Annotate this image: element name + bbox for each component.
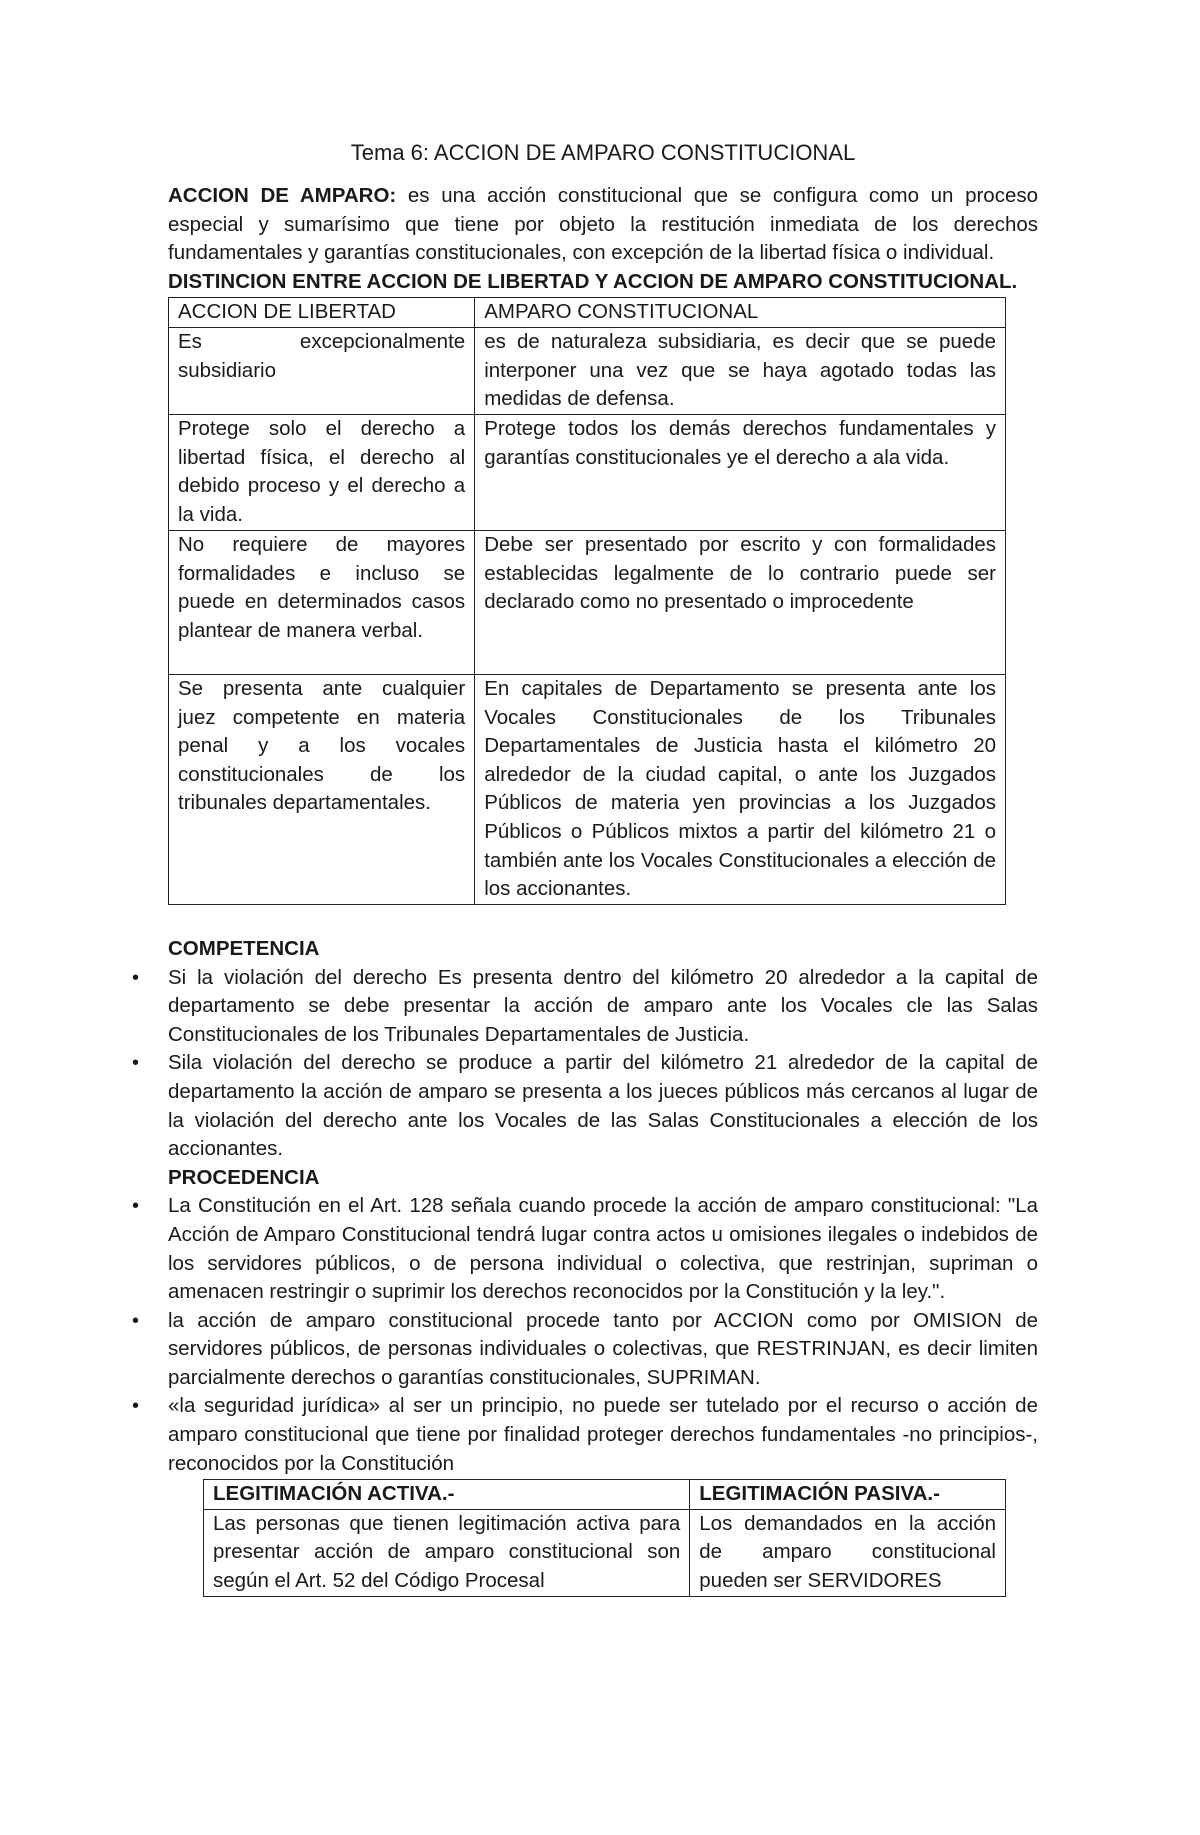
procedencia-heading: PROCEDENCIA bbox=[168, 1165, 320, 1189]
legitimacion-table bbox=[203, 1479, 1006, 1597]
table-cell: es de naturaleza subsidiaria, es decir que se puede interponer una vez que se haya agotado todas las medidas de defensa. bbox=[475, 327, 1006, 414]
distinction-heading: DISTINCION ENTRE ACCION DE LIBERTAD Y ACCION DE AMPARO CONSTITUCIONAL. bbox=[168, 269, 1018, 293]
table-cell: En capitales de Departamento se presenta ante los Vocales Constitucionales de los Tribunales Departamentales de Justicia hasta el kilómetro 20 alrededor de la ciudad capital, o ante los Juzgados Públicos de materia yen provincias a los Juzgados Públicos o Públicos mixtos a partir del kilómetro 21 o también ante los Vocales Constitucionales a elección de los accionantes. bbox=[475, 674, 1006, 904]
list-item-text: la acción de amparo constitucional procede tanto por ACCION como por OMISION de servidores públicos, de personas individuales o colectivas, que RESTRINJAN, es decir limiten parcialmente derechos o garantías constitucionales, SUPRIMAN. bbox=[168, 1308, 1038, 1389]
list-item-text: La Constitución en el Art. 128 señala cuando procede la acción de amparo constitucional: "La Acción de Amparo Constitucional tendrá lugar contra actos u omisiones ilegales o indebidos de los servidores públicos, o de persona individual o colectiva, que restrinjan, supriman o amenacen restringir o suprimir los derechos reconocidos por la Constitución y la ley.". bbox=[168, 1194, 1038, 1304]
bullet-icon: • bbox=[132, 1052, 140, 1075]
bullet-icon: • bbox=[132, 1309, 140, 1332]
table-row bbox=[169, 327, 1006, 414]
comparison-table bbox=[168, 297, 1006, 905]
list-item bbox=[132, 1049, 1038, 1163]
competencia-heading: COMPETENCIA bbox=[168, 936, 320, 960]
table-cell: Protege todos los demás derechos fundamentales y garantías constitucionales ye el derecho a ala vida. bbox=[475, 414, 1006, 530]
table-cell: Debe ser presentado por escrito y con formalidades establecidas legalmente de lo contrario puede ser declarado como no presentado o improcedente bbox=[475, 530, 1006, 674]
intro-paragraph bbox=[168, 182, 1038, 268]
intro-term: ACCION DE AMPARO: bbox=[168, 184, 397, 207]
table-cell: Los demandados en la acción de amparo constitucional pueden ser SERVIDORES bbox=[690, 1509, 1006, 1596]
table-header-cell: LEGITIMACIÓN PASIVA.- bbox=[690, 1480, 1006, 1510]
table-row bbox=[169, 414, 1006, 530]
bullet-icon: • bbox=[132, 1395, 140, 1418]
procedencia-list bbox=[132, 1192, 1038, 1478]
list-item bbox=[132, 1192, 1038, 1306]
table-cell: Protege solo el derecho a libertad física, el derecho al debido proceso y el derecho a la vida. bbox=[169, 414, 475, 530]
table-cell: Se presenta ante cualquier juez competente en materia penal y a los vocales constitucionales de los tribunales departamentales. bbox=[169, 674, 475, 904]
table-cell: No requiere de mayores formalidades e incluso se puede en determinados casos plantear de manera verbal. bbox=[169, 530, 475, 674]
bullet-icon: • bbox=[132, 966, 140, 989]
table-header-row bbox=[169, 298, 1006, 328]
table-header-row bbox=[204, 1480, 1006, 1510]
list-item-text: Sila violación del derecho se produce a partir del kilómetro 21 alrededor de la capital de departamento la acción de amparo se presenta a los jueces públicos más cercanos al lugar de la violación del derecho ante los Vocales de las Salas Constitucionales a elección de los accionantes. bbox=[168, 1051, 1038, 1161]
table-header-cell: AMPARO CONSTITUCIONAL bbox=[475, 298, 1006, 328]
list-item bbox=[132, 1307, 1038, 1393]
document-page bbox=[132, 138, 1038, 1597]
document-title: Tema 6: ACCION DE AMPARO CONSTITUCIONAL bbox=[350, 140, 856, 165]
table-cell: Es excepcionalmente subsidiario bbox=[169, 327, 475, 414]
list-item-text: Si la violación del derecho Es presenta dentro del kilómetro 20 alrededor a la capital de departamento se debe presentar la acción de amparo ante los Vocales cle las Salas Constitucionales de los Tribunales Departamentales de Justicia. bbox=[168, 965, 1038, 1046]
table-cell: Las personas que tienen legitimación activa para presentar acción de amparo constitucional son según el Art. 52 del Código Procesal bbox=[204, 1509, 690, 1596]
list-item-text: «la seguridad jurídica» al ser un principio, no puede ser tutelado por el recurso o acción de amparo constitucional que tiene por finalidad proteger derechos fundamentales -no principios-, reconocidos por la Constitución bbox=[168, 1394, 1038, 1475]
table-row bbox=[169, 530, 1006, 674]
competencia-list bbox=[132, 964, 1038, 1164]
table-row bbox=[204, 1509, 1006, 1596]
table-row bbox=[169, 674, 1006, 904]
bullet-icon: • bbox=[132, 1195, 140, 1218]
table-header-cell: ACCION DE LIBERTAD bbox=[169, 298, 475, 328]
list-item bbox=[132, 964, 1038, 1050]
intro-text: es una acción constitucional que se configura como un proceso especial y sumarísimo que tiene por objeto la restitución inmediata de los derechos fundamentales y garantías constitucionales, con excepción de la libertad física o individual. bbox=[168, 184, 1038, 265]
list-item bbox=[132, 1392, 1038, 1478]
table-header-cell: LEGITIMACIÓN ACTIVA.- bbox=[204, 1480, 690, 1510]
